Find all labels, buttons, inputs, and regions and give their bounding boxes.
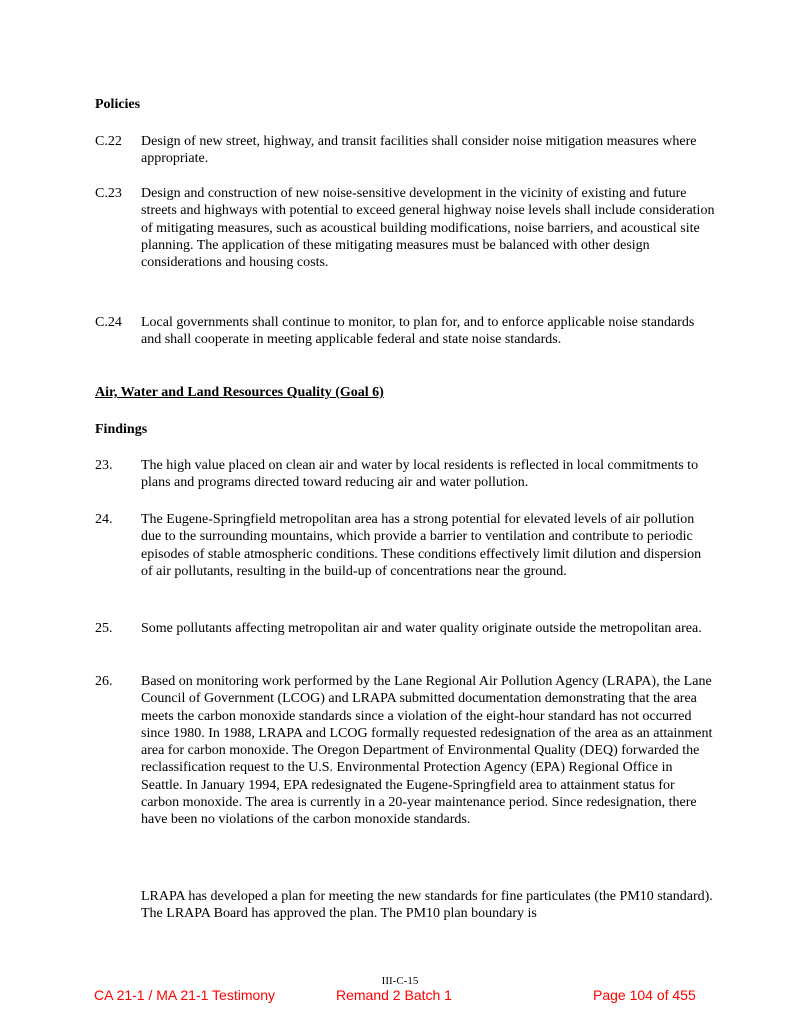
policies-heading: Policies (95, 97, 141, 112)
finding-item (95, 673, 715, 829)
finding-number: 25. (95, 621, 113, 636)
finding-text: Based on monitoring work performed by the Lane Regional Air Pollution Agency (LRAPA), the Lane Council of Government (LCOG) and LRAPA submitted documentation demonstrating that the area meets the carbon monoxide standards since a violation of the eight-hour standard has not occurred since 1980. In 1988, LRAPA and LCOG formally requested redesignation of the area as an attainment area for carbon monoxide. The Oregon Department of Environmental Quality (DEQ) forwarded the reclassification request to the U.S. Environmental Protection Agency (EPA) Regional Office in Seattle. In January 1994, EPA redesignated the Eugene-Springfield area to attainment status for carbon monoxide. The area is currently in a 20-year maintenance period. Since redesignation, there have been no violations of the carbon monoxide standards. (141, 674, 713, 828)
finding-number: 24. (95, 512, 113, 527)
policy-text: Local governments shall continue to monitor, to plan for, and to enforce applicable noise standards and shall cooperate in meeting applicable federal and state noise standards. (141, 315, 695, 348)
finding-item (95, 457, 715, 492)
policy-item (95, 314, 715, 349)
finding-item (95, 620, 715, 637)
findings-heading: Findings (95, 422, 148, 437)
finding-continuation (95, 888, 715, 923)
finding-number: 26. (95, 674, 113, 689)
policy-text: Design of new street, highway, and transit facilities shall consider noise mitigation measures where appropriate. (141, 134, 697, 167)
finding-number: 23. (95, 458, 113, 473)
policy-text: Design and construction of new noise-sensitive development in the vicinity of existing and future streets and highways with potential to exceed general highway noise levels shall include consideration of mitigating measures, such as acoustical building modifications, noise barriers, and acoustical site planning. The application of these mitigating measures must be balanced with other design considerations and housing costs. (141, 186, 715, 271)
policy-number: C.23 (95, 186, 122, 201)
page-number: III-C-15 (381, 975, 419, 987)
finding-text: Some pollutants affecting metropolitan air and water quality originate outside the metropolitan area. (141, 621, 702, 636)
footer-testimony-label: CA 21-1 / MA 21-1 Testimony (94, 987, 276, 1003)
continuation-text: LRAPA has developed a plan for meeting the new standards for fine particulates (the PM10 standard). The LRAPA Board has approved the plan. The PM10 plan boundary is (141, 889, 713, 922)
finding-text: The Eugene-Springfield metropolitan area has a strong potential for elevated levels of air pollution due to the surrounding mountains, which provide a barrier to ventilation and contribute to periodic episodes of stable atmospheric conditions. These conditions effectively limit dilution and dispersion of air pollutants, resulting in the build-up of concentrations near the ground. (141, 512, 702, 579)
section-title: Air, Water and Land Resources Quality (Goal 6) (95, 385, 384, 400)
finding-item (95, 511, 715, 580)
policy-number: C.22 (95, 134, 122, 149)
policy-item (95, 133, 715, 168)
finding-text: The high value placed on clean air and water by local residents is reflected in local commitments to plans and programs directed toward reducing air and water pollution. (141, 458, 699, 491)
policy-number: C.24 (95, 315, 122, 330)
footer-batch-label: Remand 2 Batch 1 (336, 987, 452, 1003)
footer-page-count: Page 104 of 455 (593, 987, 696, 1003)
policy-item (95, 185, 715, 271)
